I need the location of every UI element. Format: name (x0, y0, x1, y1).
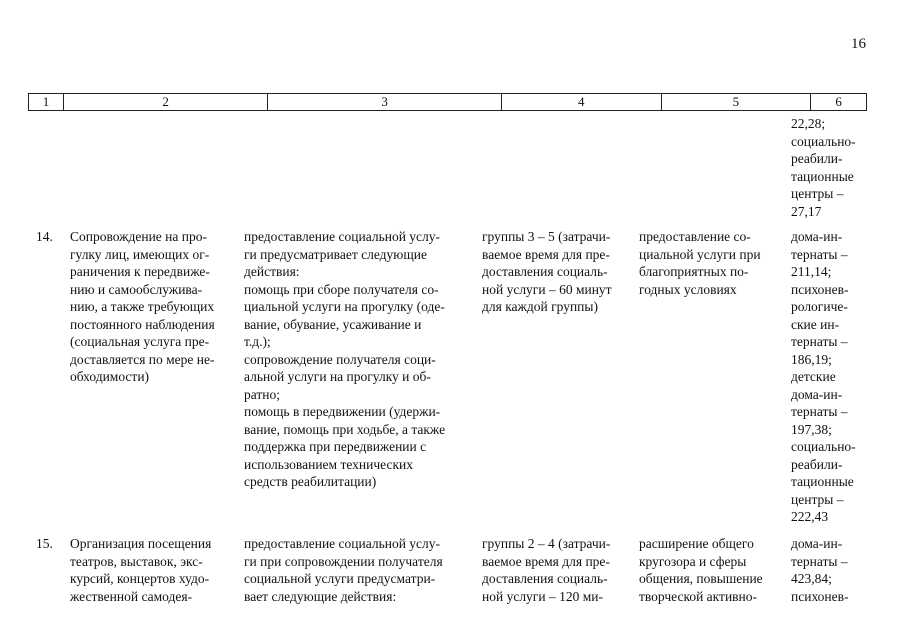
column-number-1: 1 (29, 94, 64, 110)
row-15-service-content: предоставление социальной услу- ги при сопровождении получателя социальной услуги предусматри- вает следующие действия: (244, 536, 443, 604)
row-14-service-conditions: предоставление со- циальной услуги при благоприятных по- годных условиях (639, 229, 761, 297)
row-15-tariff: дома-ин- тернаты – 423,84; психонев- (791, 536, 849, 604)
row-14-service-name: Сопровождение на про- гулку лиц, имеющих ог- раничения к передвиже- нию и самообслужива- нию, а также требующих постоянного наблюдения (социальная услуга пре- доставляется по мере не- обходимости) (70, 229, 215, 384)
page-number: 16 (851, 36, 866, 52)
row-14-tariff: дома-ин- тернаты – 211,14; психонев- рологиче- ские ин- тернаты – 186,19; детские дома-ин- тернаты – 197,38; социально- реабили- тационные центры – 222,43 (791, 229, 856, 524)
column-number-6: 6 (835, 94, 842, 109)
column-number-3: 3 (268, 94, 501, 110)
row-15-number: 15. (36, 536, 53, 551)
row-14-service-content: предоставление социальной услу- ги предусматривает следующие действия: помощь при сборе получателя со- циальной услуги на прогулку (оде- вание, обувание, усаживание и т.д.); сопровождение получателя соци- альной услуги на прогулку и об- ратно; помощь в передвижении (удержи- вание, помощь при ходьбе, а также поддержка при передвижении с использованием технических средств реабилитации) (244, 229, 446, 489)
column-number-2: 2 (64, 94, 269, 110)
table-header-row (28, 93, 867, 111)
continuation-tariff-cell: 22,28; социально- реабили- тационные центры – 27,17 (791, 116, 856, 219)
row-14-service-volume: группы 3 – 5 (затрачи- ваемое время для пре- доставления социаль- ной услуги – 60 минут для каждой группы) (482, 229, 612, 314)
row-15-service-volume: группы 2 – 4 (затрачи- ваемое время для пре- доставления социаль- ной услуги – 120 ми- (482, 536, 611, 604)
column-number-4: 4 (502, 94, 662, 110)
row-15-service-conditions: расширение общего кругозора и сферы общения, повышение творческой активно- (639, 536, 763, 604)
row-15-service-name: Организация посещения театров, выставок, экс- курсий, концертов худо- жественной самодея- (70, 536, 212, 604)
row-14-number: 14. (36, 229, 53, 244)
column-number-5: 5 (662, 94, 812, 110)
